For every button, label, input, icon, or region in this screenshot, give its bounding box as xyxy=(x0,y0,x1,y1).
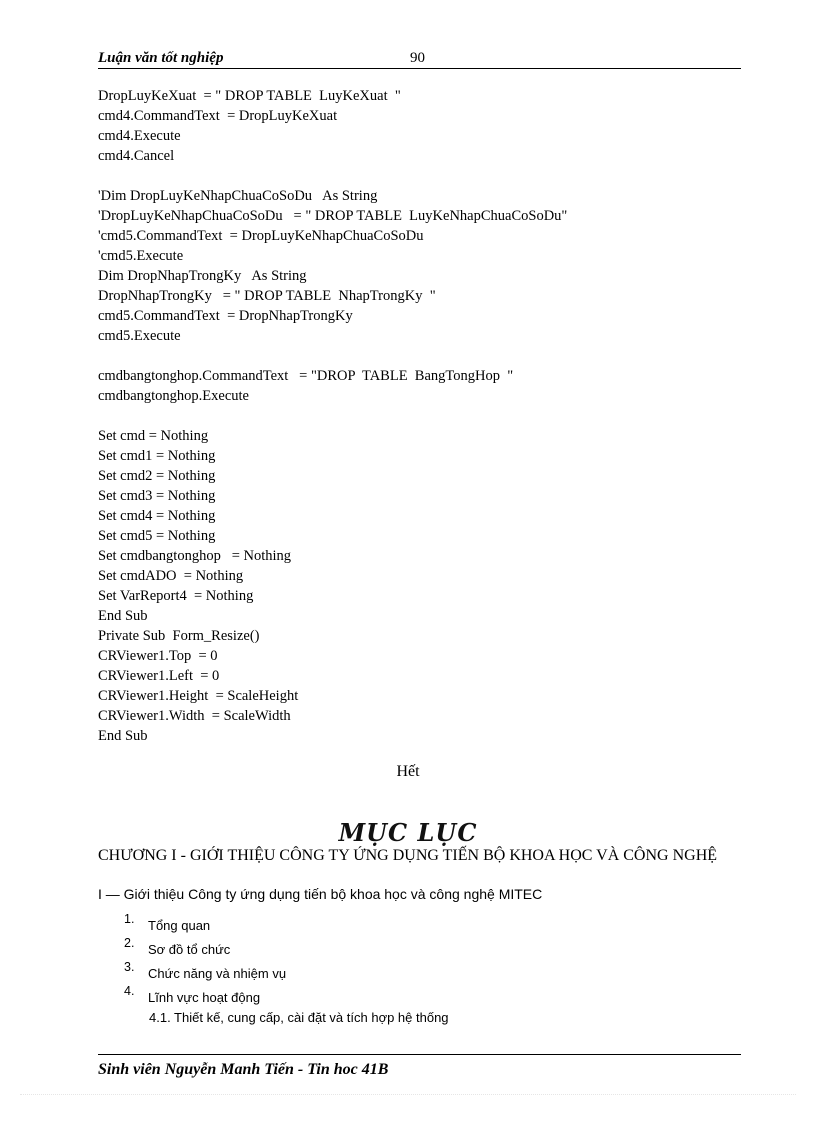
code-line: cmdbangtonghop.Execute xyxy=(98,388,249,404)
code-line: Set cmd = Nothing xyxy=(98,428,209,444)
code-line: 'Dim DropLuyKeNhapChuaCoSoDu As String xyxy=(98,188,378,204)
code-line: Private Sub Form_Resize() xyxy=(98,628,260,644)
page-edge-divider xyxy=(20,1094,796,1095)
code-line: CRViewer1.Top = 0 xyxy=(98,648,218,664)
code-line: Dim DropNhapTrongKy As String xyxy=(98,268,307,284)
code-line: 'DropLuyKeNhapChuaCoSoDu = " DROP TABLE LuyKeNhapChuaCoSoDu" xyxy=(98,208,568,224)
code-line: cmd5.CommandText = DropNhapTrongKy xyxy=(98,308,353,324)
toc-heading: MỤC LỤC xyxy=(338,818,478,847)
page-footer: Sinh viên Nguyễn Manh Tiến - Tin hoc 41B xyxy=(98,1054,741,1079)
end-text: Hết xyxy=(396,763,420,780)
toc-item-label: Lĩnh vực hoạt động xyxy=(148,990,261,1005)
code-line: Set cmd4 = Nothing xyxy=(98,508,216,524)
code-line: End Sub xyxy=(98,728,148,744)
toc-list xyxy=(124,912,724,1008)
code-line: Set cmd1 = Nothing xyxy=(98,448,216,464)
code-line: Set cmd3 = Nothing xyxy=(98,488,216,504)
code-line: Set VarReport4 = Nothing xyxy=(98,588,254,604)
code-line: cmd4.CommandText = DropLuyKeXuat xyxy=(98,108,338,124)
code-line: Set cmd2 = Nothing xyxy=(98,468,216,484)
toc-item xyxy=(124,960,724,984)
code-line xyxy=(98,166,738,186)
code-line xyxy=(98,346,738,366)
toc-chapter-title: CHƯƠNG I - GIỚI THIỆU CÔNG TY ỨNG DỤNG TIẾN BỘ KHOA HỌC VÀ CÔNG NGHỆ xyxy=(98,847,718,864)
code-line: End Sub xyxy=(98,608,148,624)
code-listing xyxy=(98,86,738,746)
code-line: CRViewer1.Width = ScaleWidth xyxy=(98,708,291,724)
toc-item-label: Sơ đồ tổ chức xyxy=(148,942,231,957)
code-line: 'cmd5.CommandText = DropLuyKeNhapChuaCoSoDu xyxy=(98,228,424,244)
toc-section-title: I — Giới thiệu Công ty ứng dụng tiến bộ khoa học và công nghệ MITEC xyxy=(98,886,543,902)
code-line: CRViewer1.Height = ScaleHeight xyxy=(98,688,299,704)
toc-item xyxy=(124,984,724,1008)
toc-subitem: 4.1. Thiết kế, cung cấp, cài đặt và tích hợp hệ thống xyxy=(149,1010,449,1025)
toc-item-label: Chức năng và nhiệm vụ xyxy=(148,966,287,981)
code-line: cmd5.Execute xyxy=(98,328,181,344)
toc-item-number: 2. xyxy=(124,936,135,950)
toc-item-number: 3. xyxy=(124,960,135,974)
toc-item-number: 4. xyxy=(124,984,135,998)
code-line: 'cmd5.Execute xyxy=(98,248,184,264)
toc-item xyxy=(124,912,724,936)
code-line: DropLuyKeXuat = " DROP TABLE LuyKeXuat " xyxy=(98,88,401,104)
code-line: cmd4.Cancel xyxy=(98,148,175,164)
page-header xyxy=(98,50,741,69)
code-line: Set cmdADO = Nothing xyxy=(98,568,244,584)
header-title: Luận văn tốt nghiệp xyxy=(98,50,224,66)
code-line: cmd4.Execute xyxy=(98,128,181,144)
toc-item-number: 1. xyxy=(124,912,135,926)
code-line xyxy=(98,406,738,426)
code-line: cmdbangtonghop.CommandText = "DROP TABLE BangTongHop " xyxy=(98,368,514,384)
code-line: Set cmd5 = Nothing xyxy=(98,528,216,544)
code-line: Set cmdbangtonghop = Nothing xyxy=(98,548,292,564)
page-number: 90 xyxy=(410,50,425,66)
code-line: CRViewer1.Left = 0 xyxy=(98,668,220,684)
toc-item xyxy=(124,936,724,960)
code-line: DropNhapTrongKy = " DROP TABLE NhapTrongKy " xyxy=(98,288,436,304)
toc-item-label: Tổng quan xyxy=(148,918,211,933)
